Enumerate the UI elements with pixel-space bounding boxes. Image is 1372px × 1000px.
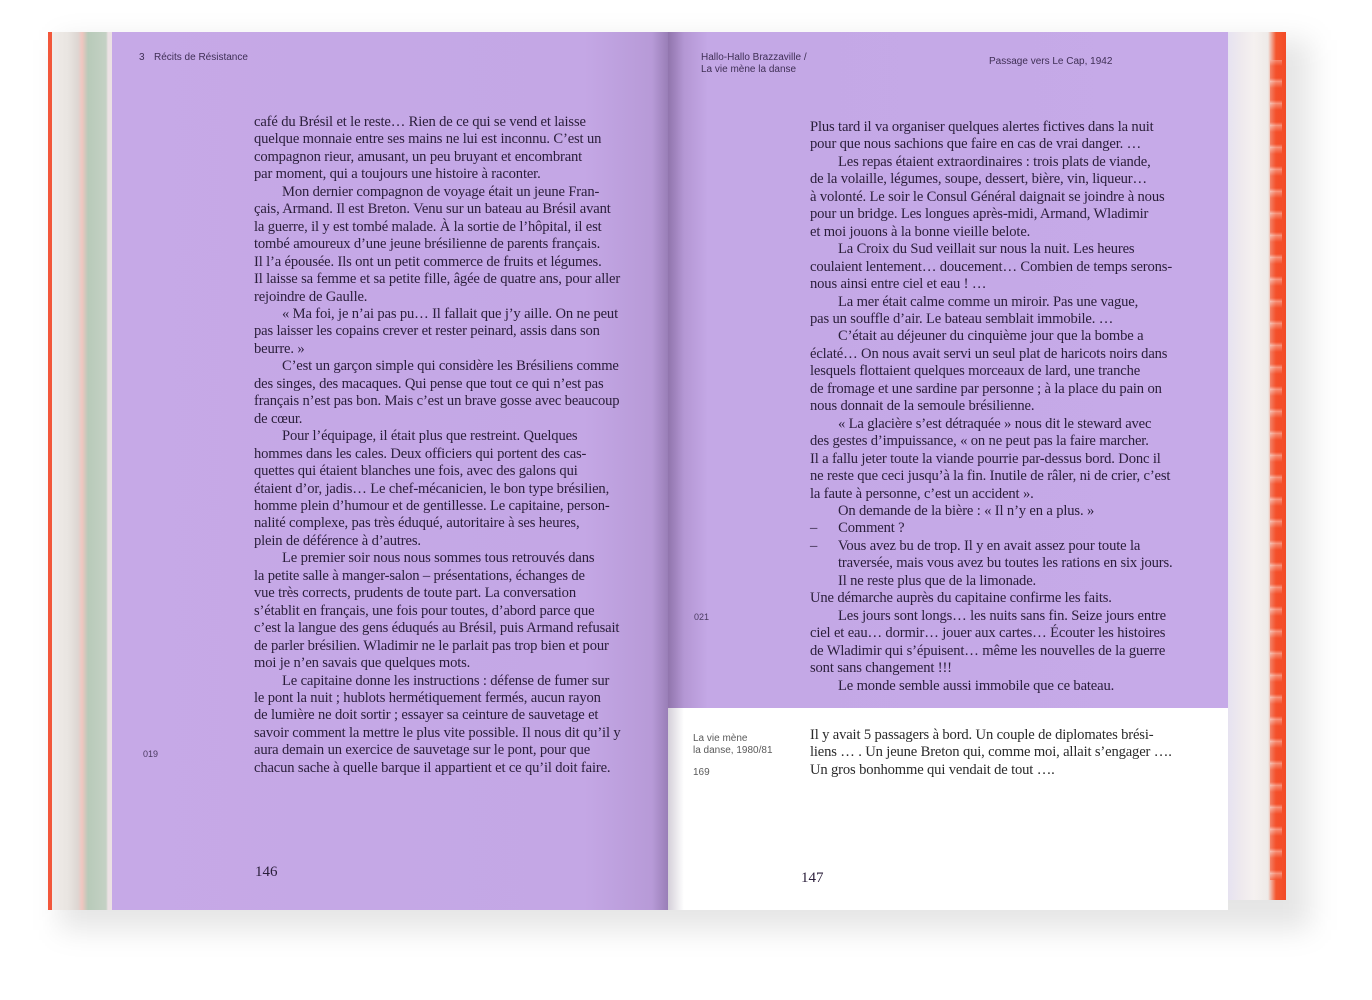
left-page-edges	[48, 32, 118, 910]
text-line: pour un bridge. Les longues après-midi, Armand, Wladimir	[810, 206, 1149, 223]
text-line: nous donnait de la semoule brésilienne.	[810, 398, 1035, 415]
text-line: Les jours sont longs… les nuits sans fin. Seize jours entre	[810, 607, 1166, 624]
text-line: éclaté… On nous avait servi un seul plat de haricots noirs dans	[810, 345, 1168, 362]
text-line: « Ma foi, je n’ai pas pu… Il fallait que j’y aille. On ne peut	[254, 305, 618, 322]
text-line: de lumière ne doit sortir ; essayer sa ceinture de sauvetage et	[254, 707, 599, 724]
text-line: de Wladimir qui s’épuisent… même les nouvelles de la guerre	[810, 642, 1166, 659]
text-line: C’était au déjeuner du cinquième jour que la bombe a	[810, 328, 1144, 345]
text-line: hommes dans les cales. Deux officiers qui portent des cas-	[254, 445, 587, 462]
text-line: Une démarche auprès du capitaine confirme les faits.	[810, 590, 1112, 607]
text-line: Le premier soir nous nous sommes tous retrouvés dans	[254, 550, 595, 567]
text-line: français n’est pas bon. Mais c’est un brave gosse avec beaucoup	[254, 393, 620, 410]
text-line: de parler brésilien. Wladimir ne le parlait pas trop bien et pour	[254, 637, 609, 654]
text-line: café du Brésil et le reste… Rien de ce qui se vend et laisse	[254, 114, 586, 130]
text-line: Mon dernier compagnon de voyage était un jeune Fran-	[254, 183, 600, 200]
text-line: de la volaille, légumes, soupe, dessert, bière, vin, liqueur…	[810, 171, 1147, 188]
text-line: vue très corrects, prudents de toute part. La conversation	[254, 585, 576, 602]
text-line: c’est la langue des gens éduqués au Brésil, puis Armand refusait	[254, 620, 620, 637]
text-line: savoir comment la mettre le plus vite possible. Il nous dit qu’il y	[254, 724, 621, 741]
text-line: et moi jouons à la bonne vieille belote.	[810, 223, 1031, 240]
text-line: Il laisse sa femme et sa petite fille, âgée de quatre ans, pour aller	[254, 271, 621, 288]
text-line: par moment, qui a toujours une histoire à raconter.	[254, 166, 541, 183]
text-line: quelque monnaie entre ses mains ne lui est inconnu. C’est un	[254, 131, 602, 148]
text-line: – Vous avez bu de trop. Il y en avait assez pour toute la	[810, 537, 1141, 554]
chapter-number: 3	[139, 52, 145, 63]
text-line: Les repas étaient extraordinaires : trois plats de viande,	[810, 153, 1151, 170]
text-line: Pour l’équipage, il était plus que restreint. Quelques	[254, 428, 578, 445]
text-line: tombé amoureux d’une jeune brésilienne de parents français.	[254, 236, 601, 253]
caption-line-1: La vie mène	[693, 733, 748, 744]
text-line: sont sans changement !!!	[810, 660, 952, 677]
text-line: « La glacière s’est détraquée » nous dit le steward avec	[810, 415, 1152, 432]
text-line: coulaient lentement… doucement… Combien de temps serons-	[810, 258, 1173, 275]
left-body-text	[254, 114, 621, 777]
text-line: de fromage et une sardine par personne ; à la place du pain on	[810, 380, 1162, 397]
text-line: liens … . Un jeune Breton qui, comme moi, allait s’engager ….	[810, 744, 1172, 761]
text-line: à volonté. Le soir le Consul Général daignait se joindre à nous	[810, 188, 1165, 205]
red-edge-pattern	[1270, 60, 1282, 880]
left-page-number: 146	[255, 864, 278, 880]
right-page	[668, 32, 1228, 910]
text-line: – Comment ?	[810, 520, 905, 537]
text-line: la guerre, il y est tombé malade. À la sortie de l’hôpital, il est	[254, 218, 602, 235]
text-line: Le capitaine donne les instructions : défense de fumer sur	[254, 672, 610, 689]
running-header-left-1: Hallo-Hallo Brazzaville /	[701, 52, 807, 63]
text-line: Le monde semble aussi immobile que ce bateau.	[810, 677, 1115, 694]
text-line: rejoindre de Gaulle.	[254, 288, 368, 305]
text-line: çais, Armand. Il est Breton. Venu sur un bateau au Brésil avant	[254, 201, 611, 218]
text-line: C’est un garçon simple qui considère les Brésiliens comme	[254, 358, 619, 375]
text-line: ne reste que ceci jusqu’à la fin. Inutile de râler, ni de crier, c’est	[810, 468, 1171, 485]
right-body-text	[810, 119, 1173, 695]
right-margin-number: 021	[694, 612, 710, 622]
caption-number: 169	[693, 767, 710, 778]
left-margin-number: 019	[143, 749, 159, 759]
text-line: beurre. »	[254, 340, 305, 357]
text-line: Un gros bonhomme qui vendait de tout ….	[810, 761, 1055, 778]
chapter-title: Récits de Résistance	[154, 52, 248, 63]
text-line: plein de déférence à d’autres.	[254, 532, 421, 549]
text-line: moi je n’en savais que quelques mots.	[254, 655, 471, 672]
text-line: La Croix du Sud veillait sur nous la nuit. Les heures	[810, 241, 1135, 258]
text-line: compagnon rieur, amusant, un peu bruyant et encombrant	[254, 148, 583, 165]
running-header-right: Passage vers Le Cap, 1942	[989, 56, 1113, 67]
caption-line-2: la danse, 1980/81	[693, 745, 773, 756]
running-header-left-2: La vie mène la danse	[701, 64, 797, 75]
text-line: s’établit en français, une fois pour toutes, d’abord parce que	[254, 602, 595, 619]
right-page-number: 147	[801, 870, 824, 886]
text-line: aura demain un exercice de sauvetage sur le pont, pour que	[254, 742, 591, 759]
text-line: pas un souffle d’air. Le bateau semblait immobile. …	[810, 310, 1114, 327]
text-line: le pont la nuit ; hublots hermétiquement fermés, aucun rayon	[254, 689, 601, 706]
text-line: Il y avait 5 passagers à bord. Un couple de diplomates brési-	[810, 727, 1154, 743]
text-line: ciel et eau… dormir… jouer aux cartes… Écouter les histoires	[810, 625, 1166, 642]
text-line: On demande de la bière : « Il n’y en a plus. »	[810, 502, 1095, 519]
text-line: Plus tard il va organiser quelques alertes fictives dans la nuit	[810, 119, 1154, 135]
text-line: chacun sache à quelle barque il appartient et ce qu’il doit faire.	[254, 759, 611, 776]
text-line: homme plein d’humour et de gentillesse. Le capitaine, person-	[254, 497, 610, 514]
text-line: nous ainsi entre ciel et eau ! …	[810, 276, 987, 293]
text-line: Il l’a épousée. Ils ont un petit commerce de fruits et légumes.	[254, 253, 602, 270]
text-line: pour que nous sachions que faire en cas de vrai danger. …	[810, 136, 1142, 153]
text-line: de cœur.	[254, 410, 303, 427]
text-line: des gestes d’impuissance, « on ne peut pas la faire marcher.	[810, 433, 1149, 450]
text-line: pas laisser les copains crever et rester peinard, assis dans son	[254, 323, 600, 340]
text-line: quettes qui étaient blanches une fois, avec des galons qui	[254, 463, 578, 480]
text-line: lesquels flottaient quelques morceaux de lard, une tranche	[810, 363, 1141, 380]
text-line: La mer était calme comme un miroir. Pas une vague,	[810, 293, 1139, 310]
text-line: la petite salle à manger-salon – présentations, échanges de	[254, 567, 585, 584]
excerpt-text	[810, 727, 1172, 779]
text-line: la faute à personne, c’est un accident ».	[810, 485, 1034, 502]
text-line: traversée, mais vous avez bu toutes les rations en six jours.	[810, 555, 1173, 572]
text-line: Il ne reste plus que de la limonade.	[810, 572, 1037, 589]
text-line: Il a fallu jeter toute la viande pourrie par-dessus bord. Donc il	[810, 450, 1161, 467]
text-line: étaient d’or, jadis… Le chef-mécanicien, le bon type brésilien,	[254, 480, 610, 497]
text-line: des singes, des macaques. Qui pense que tout ce qui n’est pas	[254, 375, 604, 392]
left-page	[112, 32, 668, 910]
text-line: nalité complexe, pas très éduqué, autoritaire à ses heures,	[254, 515, 580, 532]
